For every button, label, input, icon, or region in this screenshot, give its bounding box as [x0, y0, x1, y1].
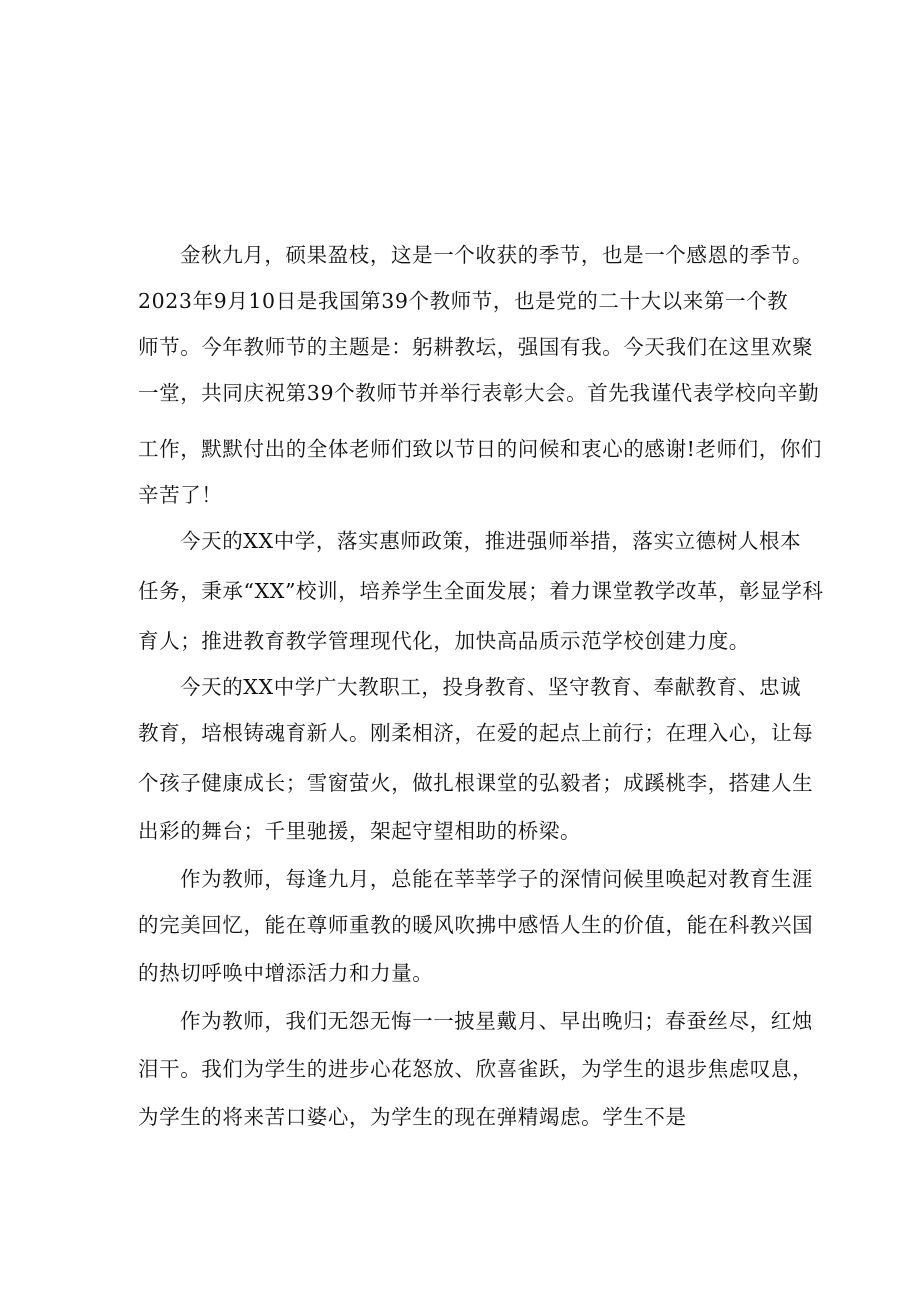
text-line: 育人；推进教育教学管理现代化，加快高品质示范学校创建力度。 — [138, 629, 750, 653]
text-line: 金秋九月，硕果盈枝，这是一个收获的季节，也是一个感恩的季节。 — [180, 243, 813, 267]
text-line: 工作，默默付出的全体老师们致以节日的问候和衷心的感谢!老师们，你们 — [138, 437, 823, 461]
text-line: 泪干。我们为学生的进步心花怒放、欣喜雀跃，为学生的退步焦虑叹息， — [138, 1057, 814, 1081]
text-line: 出彩的舞台；千里驰援，架起守望相助的桥梁。 — [138, 819, 582, 843]
text-line: 作为教师，每逢九月，总能在莘莘学子的深情问候里唤起对教育生涯 — [180, 867, 813, 891]
text-line: 的热切呼唤中增添活力和力量。 — [138, 961, 434, 985]
text-line: 今天的XX中学广大教职工，投身教育、坚守教育、奉献教育、忠诚 — [180, 675, 802, 699]
text-line: 的完美回忆，能在尊师重教的暖风吹拂中感悟人生的价值，能在科教兴国 — [138, 913, 814, 937]
text-line: 一堂，共同庆祝第39个教师节并举行表彰大会。首先我谨代表学校向辛勤 — [138, 381, 820, 405]
text-line: 作为教师，我们无怨无悔一一披星戴月、早出晚归；春蚕丝尽，红烛 — [180, 1009, 813, 1033]
text-line: 2023年9月10日是我国第39个教师节，也是党的二十大以来第一个教 — [138, 289, 789, 313]
text-line: 今天的XX中学，落实惠师政策，推进强师举措，落实立德树人根本 — [180, 529, 802, 553]
text-line: 个孩子健康成长；雪窗萤火，做扎根课堂的弘毅者；成蹊桃李，搭建人生 — [138, 771, 814, 795]
text-line: 教育，培根铸魂育新人。刚柔相济，在爱的起点上前行；在理入心，让每 — [138, 721, 814, 745]
text-line: 辛苦了！ — [138, 483, 223, 507]
text-line: 师节。今年教师节的主题是：躬耕教坛，强国有我。今天我们在这里欢聚 — [138, 335, 814, 359]
text-line: 为学生的将来苦口婆心，为学生的现在弹精竭虑。学生不是 — [138, 1105, 687, 1129]
text-line: 任务，秉承“XX”校训，培养学生全面发展；着力课堂教学改革，彰显学科 — [138, 579, 824, 603]
